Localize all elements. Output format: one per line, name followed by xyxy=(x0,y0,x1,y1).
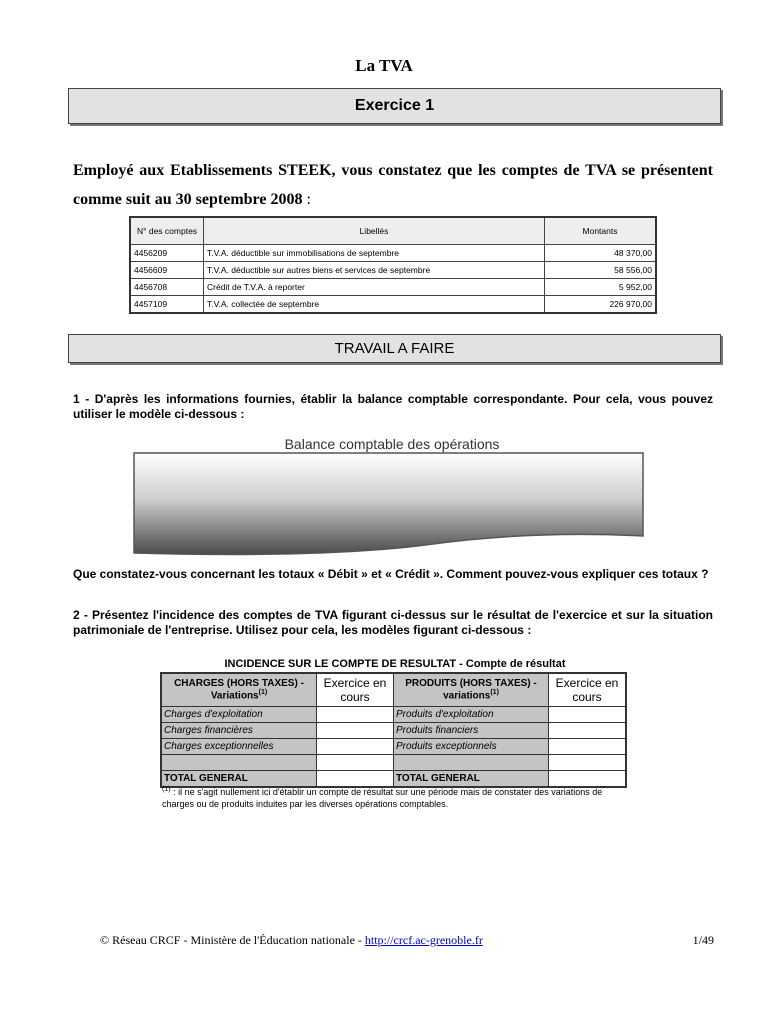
charges-label: Charges d'exploitation xyxy=(161,707,317,723)
table-row xyxy=(130,245,656,262)
blank-cell xyxy=(394,755,549,771)
total-label: TOTAL GENERAL xyxy=(161,771,317,788)
account-label: Crédit de T.V.A. à reporter xyxy=(204,279,545,296)
header-account-number: N° des comptes xyxy=(130,217,204,245)
account-label: T.V.A. déductible sur immobilisations de septembre xyxy=(204,245,545,262)
input-cell[interactable] xyxy=(549,755,627,771)
footnote-text: : il ne s'agit nullement ici d'établir un compte de résultat sur une période mais de constater des variations de charges ou de produits induites par les diverses opérations comptables. xyxy=(162,787,603,809)
account-label: T.V.A. collectée de septembre xyxy=(204,296,545,314)
blank-cell xyxy=(161,755,317,771)
intro-colon: : xyxy=(302,191,311,208)
intro-paragraph xyxy=(73,156,713,214)
exercise-banner: Exercice 1 xyxy=(68,88,721,124)
question-2: 2 - Présentez l'incidence des comptes de TVA figurant ci-dessus sur le résultat de l'exercice et sur la situation patrimoniale de l'entreprise. Utilisez pour cela, les modèles figurant ci-dessous : xyxy=(73,608,713,637)
footnote-mark: (1) xyxy=(162,786,171,793)
input-cell[interactable] xyxy=(317,707,394,723)
page-footer xyxy=(100,933,714,948)
header-amount: Montants xyxy=(545,217,657,245)
account-amount: 48 370,00 xyxy=(545,245,657,262)
account-number: 4456609 xyxy=(130,262,204,279)
result-table xyxy=(160,672,627,788)
question-1b: Que constatez-vous concernant les totaux « Débit » et « Crédit ». Comment pouvez-vous expliquer ces totaux ? xyxy=(73,567,709,581)
table-row xyxy=(161,755,626,771)
intro-text: Employé aux Etablissements STEEK, vous constatez que les comptes de TVA se présentent comme suit au 30 septembre 2008 xyxy=(73,162,713,208)
accounts-table xyxy=(129,216,657,314)
produits-label: Produits d'exploitation xyxy=(394,707,549,723)
account-label: T.V.A. déductible sur autres biens et services de septembre xyxy=(204,262,545,279)
table-header-row xyxy=(130,217,656,245)
produits-label: Produits financiers xyxy=(394,723,549,739)
input-cell[interactable] xyxy=(549,707,627,723)
table-row xyxy=(130,262,656,279)
charges-header: CHARGES (HORS TAXES) - Variations$^{(1)}$ xyxy=(161,673,317,707)
balance-model-image xyxy=(133,452,645,556)
work-banner: TRAVAIL A FAIRE xyxy=(68,334,721,363)
balance-title: Balance comptable des opérations xyxy=(284,436,500,452)
result-table-title: INCIDENCE SUR LE COMPTE DE RESULTAT - Compte de résultat xyxy=(224,658,566,670)
table-row xyxy=(161,723,626,739)
table-row xyxy=(161,707,626,723)
result-header-row xyxy=(161,673,626,707)
footer-link[interactable]: http://crcf.ac-grenoble.fr xyxy=(364,933,483,947)
table-row xyxy=(161,739,626,755)
account-number: 4457109 xyxy=(130,296,204,314)
footnote xyxy=(162,784,632,810)
total-label: TOTAL GENERAL xyxy=(394,771,549,788)
document-title: La TVA xyxy=(355,56,413,75)
input-cell[interactable] xyxy=(317,755,394,771)
produits-header: PRODUITS (HORS TAXES) - variations$^{(1)}$ xyxy=(394,673,549,707)
account-amount: 226 970,00 xyxy=(545,296,657,314)
account-number: 4456209 xyxy=(130,245,204,262)
account-amount: 5 952,00 xyxy=(545,279,657,296)
page-number: 1/49 xyxy=(692,933,714,947)
input-cell[interactable] xyxy=(549,739,627,755)
exercice-header: Exercice en cours xyxy=(317,673,394,707)
account-amount: 58 556,00 xyxy=(545,262,657,279)
footer-text: © Réseau CRCF - Ministère de l'Éducation nationale - xyxy=(100,933,365,947)
table-row xyxy=(130,296,656,314)
question-1: 1 - D'après les informations fournies, établir la balance comptable correspondante. Pour cela, vous pouvez utiliser le modèle ci-dessous : xyxy=(73,392,713,421)
header-label: Libellés xyxy=(204,217,545,245)
input-cell[interactable] xyxy=(317,739,394,755)
charges-label: Charges exceptionnelles xyxy=(161,739,317,755)
table-row xyxy=(130,279,656,296)
input-cell[interactable] xyxy=(549,723,627,739)
input-cell[interactable] xyxy=(317,723,394,739)
charges-label: Charges financières xyxy=(161,723,317,739)
account-number: 4456708 xyxy=(130,279,204,296)
exercice-header: Exercice en cours xyxy=(549,673,627,707)
produits-label: Produits exceptionnels xyxy=(394,739,549,755)
